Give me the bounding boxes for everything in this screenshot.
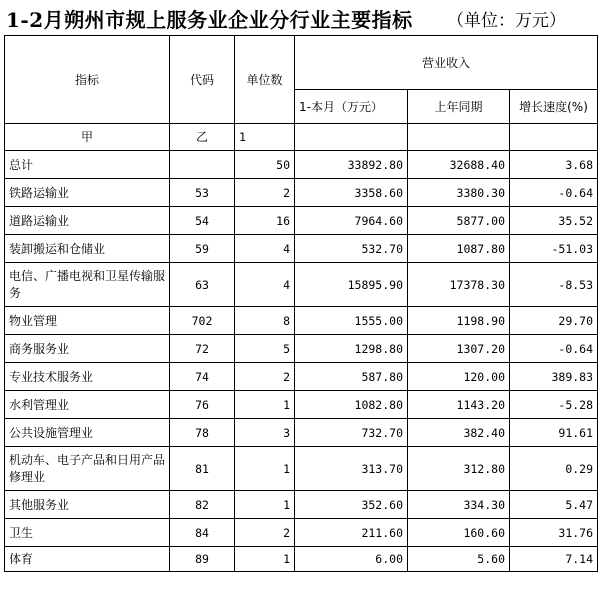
row-growth: 5.47 <box>510 491 598 519</box>
table-row <box>5 547 598 572</box>
header-units: 单位数 <box>235 36 295 124</box>
row-units: 4 <box>235 263 295 307</box>
row-growth: 0.29 <box>510 447 598 491</box>
row-last-year: 120.00 <box>408 363 510 391</box>
row-last-year: 5.60 <box>408 547 510 572</box>
row-units: 2 <box>235 363 295 391</box>
row-last-year: 1143.20 <box>408 391 510 419</box>
row-code: 81 <box>170 447 235 491</box>
row-current: 7964.60 <box>295 207 408 235</box>
header-row-1 <box>5 36 598 90</box>
row-last-year: 1087.80 <box>408 235 510 263</box>
row-growth: 3.68 <box>510 151 598 179</box>
row-units: 1 <box>235 391 295 419</box>
row-current: 1082.80 <box>295 391 408 419</box>
row-indicator: 卫生 <box>5 519 170 547</box>
title-bar <box>0 0 600 34</box>
row-units: 5 <box>235 335 295 363</box>
row-indicator: 公共设施管理业 <box>5 419 170 447</box>
header-indicator: 指标 <box>5 36 170 124</box>
header-revenue: 营业收入 <box>295 36 598 90</box>
row-last-year: 312.80 <box>408 447 510 491</box>
page-title: 1-2月朔州市规上服务业企业分行业主要指标 <box>6 8 413 32</box>
row-growth: -51.03 <box>510 235 598 263</box>
row-last-year: 334.30 <box>408 491 510 519</box>
row-growth: -8.53 <box>510 263 598 307</box>
row-units: 1 <box>235 447 295 491</box>
row-units: 1 <box>235 491 295 519</box>
row-last-year: 32688.40 <box>408 151 510 179</box>
row-current: 732.70 <box>295 419 408 447</box>
empty-cell <box>510 124 598 151</box>
row-indicator: 商务服务业 <box>5 335 170 363</box>
row-units: 8 <box>235 307 295 335</box>
row-growth: 29.70 <box>510 307 598 335</box>
table-row <box>5 447 598 491</box>
row-current: 3358.60 <box>295 179 408 207</box>
row-indicator: 专业技术服务业 <box>5 363 170 391</box>
row-code: 702 <box>170 307 235 335</box>
row-growth: -0.64 <box>510 179 598 207</box>
row-current: 33892.80 <box>295 151 408 179</box>
table-row <box>5 207 598 235</box>
row-code <box>170 151 235 179</box>
row-last-year: 3380.30 <box>408 179 510 207</box>
row-code: 53 <box>170 179 235 207</box>
row-code: 89 <box>170 547 235 572</box>
table-row <box>5 335 598 363</box>
row-indicator: 机动车、电子产品和日用产品修理业 <box>5 447 170 491</box>
row-last-year: 1307.20 <box>408 335 510 363</box>
row-units: 2 <box>235 519 295 547</box>
row-last-year: 160.60 <box>408 519 510 547</box>
row-current: 211.60 <box>295 519 408 547</box>
header-code: 代码 <box>170 36 235 124</box>
table-row <box>5 491 598 519</box>
row-last-year: 382.40 <box>408 419 510 447</box>
row-code: 54 <box>170 207 235 235</box>
row-units: 16 <box>235 207 295 235</box>
row-last-year: 5877.00 <box>408 207 510 235</box>
row-code: 59 <box>170 235 235 263</box>
row-indicator: 装卸搬运和仓储业 <box>5 235 170 263</box>
row-code: 82 <box>170 491 235 519</box>
row-units: 50 <box>235 151 295 179</box>
row-indicator: 物业管理 <box>5 307 170 335</box>
row-units: 2 <box>235 179 295 207</box>
table-row <box>5 391 598 419</box>
row-growth: 35.52 <box>510 207 598 235</box>
header-current: 1-本月（万元） <box>295 90 408 124</box>
row-units: 4 <box>235 235 295 263</box>
row-code: 63 <box>170 263 235 307</box>
row-indicator: 铁路运输业 <box>5 179 170 207</box>
row-code: 72 <box>170 335 235 363</box>
row-growth: -0.64 <box>510 335 598 363</box>
row-last-year: 17378.30 <box>408 263 510 307</box>
row-code: 76 <box>170 391 235 419</box>
row-current: 587.80 <box>295 363 408 391</box>
header-last-year: 上年同期 <box>408 90 510 124</box>
row-indicator: 水利管理业 <box>5 391 170 419</box>
row-current: 6.00 <box>295 547 408 572</box>
row-indicator: 道路运输业 <box>5 207 170 235</box>
row-current: 1555.00 <box>295 307 408 335</box>
table-row <box>5 263 598 307</box>
row-growth: -5.28 <box>510 391 598 419</box>
label-b: 乙 <box>170 124 235 151</box>
row-units: 3 <box>235 419 295 447</box>
row-units: 1 <box>235 547 295 572</box>
table-row <box>5 179 598 207</box>
table-row <box>5 519 598 547</box>
label-a: 甲 <box>5 124 170 151</box>
row-growth: 389.83 <box>510 363 598 391</box>
unit-note: （单位：万元） <box>447 11 566 31</box>
row-current: 313.70 <box>295 447 408 491</box>
label-row <box>5 124 598 151</box>
header-growth: 增长速度(%) <box>510 90 598 124</box>
row-code: 84 <box>170 519 235 547</box>
table-row <box>5 419 598 447</box>
row-indicator: 总计 <box>5 151 170 179</box>
empty-cell <box>408 124 510 151</box>
row-current: 352.60 <box>295 491 408 519</box>
row-last-year: 1198.90 <box>408 307 510 335</box>
row-indicator: 电信、广播电视和卫星传输服务 <box>5 263 170 307</box>
table-row <box>5 235 598 263</box>
table-row <box>5 363 598 391</box>
row-indicator: 体育 <box>5 547 170 572</box>
row-current: 532.70 <box>295 235 408 263</box>
row-growth: 91.61 <box>510 419 598 447</box>
row-current: 15895.90 <box>295 263 408 307</box>
row-growth: 7.14 <box>510 547 598 572</box>
table-row <box>5 307 598 335</box>
row-code: 74 <box>170 363 235 391</box>
table-row <box>5 151 598 179</box>
empty-cell <box>295 124 408 151</box>
indicator-table <box>4 35 598 572</box>
row-current: 1298.80 <box>295 335 408 363</box>
label-c: 1 <box>235 124 295 151</box>
row-indicator: 其他服务业 <box>5 491 170 519</box>
row-code: 78 <box>170 419 235 447</box>
row-growth: 31.76 <box>510 519 598 547</box>
